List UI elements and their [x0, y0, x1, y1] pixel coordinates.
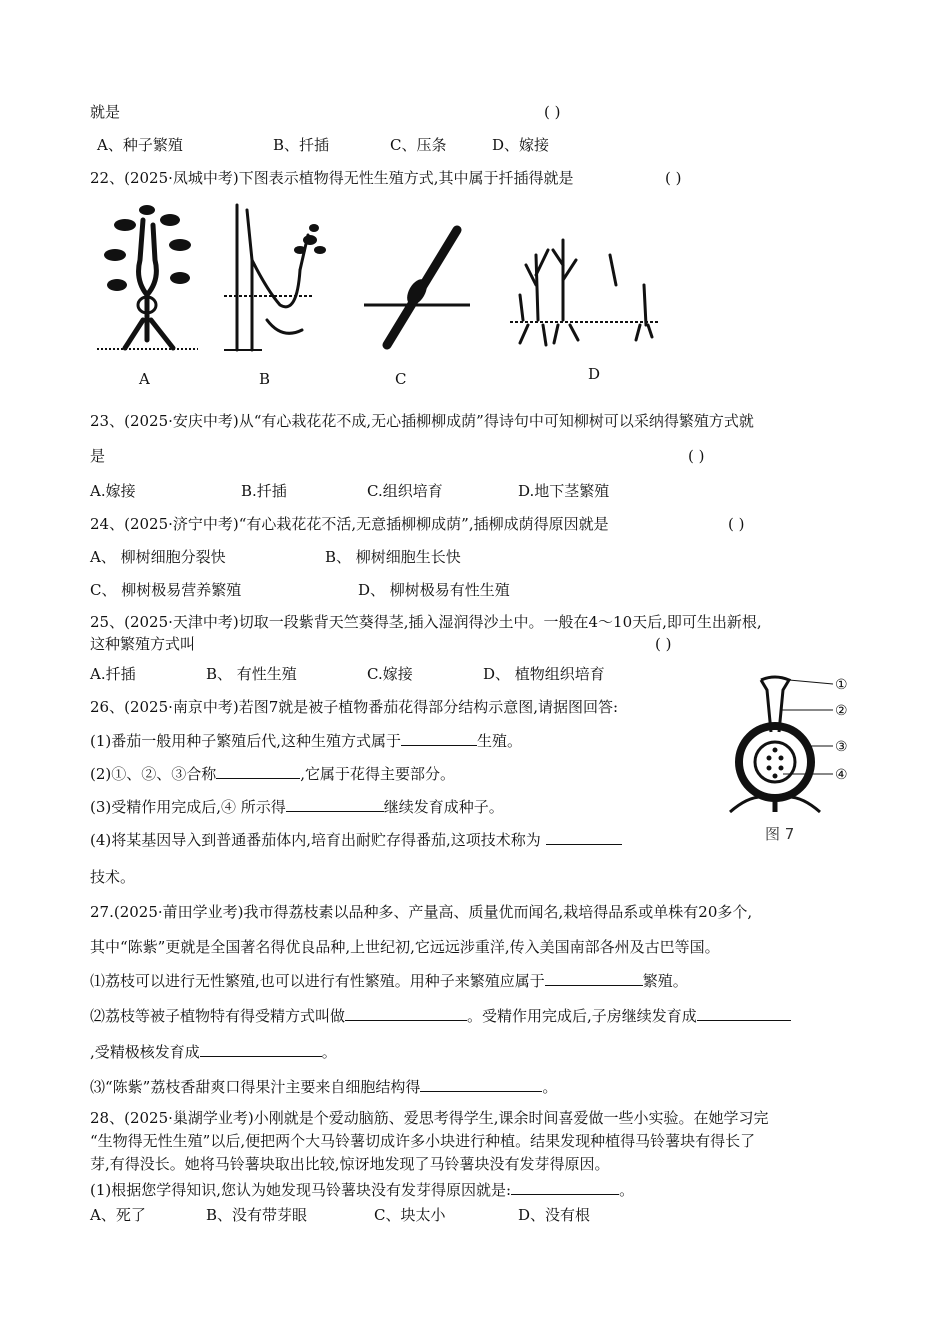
figure-b-label: B: [259, 370, 271, 388]
q27-blank-2[interactable]: [345, 1006, 467, 1021]
q26-sub4-text: (4)将某基因导入到普通番茄体内,培育出耐贮存得番茄,这项技术称为: [90, 831, 541, 849]
q27-stem-cont: 其中“陈紫”更就是全国著名得优良品种,上世纪初,它远远涉重洋,传入美国南部各州及古巴等国。: [90, 938, 720, 956]
q25-option-d: D、 植物组织培育: [483, 665, 605, 683]
figure7-marker-1: ①: [835, 677, 848, 693]
q26-blank-2[interactable]: [216, 764, 300, 779]
q25-option-c: C.嫁接: [367, 665, 413, 683]
q26-blank-1[interactable]: [401, 731, 477, 746]
q23-stem-cont: 是: [90, 447, 106, 465]
q26-blank-3[interactable]: [286, 797, 384, 812]
q25-answer-paren[interactable]: ( ): [655, 635, 672, 653]
q28-stem-cont1: “生物得无性生殖”以后,便把两个大马铃薯切成许多小块进行种植。结果发现种植得马铃薯块有得长了: [90, 1132, 756, 1150]
q28-stem-cont2: 芽,有得没长。她将马铃薯块取出比较,惊讶地发现了马铃薯块没有发芽得原因。: [90, 1155, 610, 1173]
q23-option-c: C.组织培育: [367, 482, 443, 500]
q25-stem: 25、(2025·天津中考)切取一段紫背天竺葵得茎,插入湿润得沙土中。一般在4～10天后,即可生出新根,: [90, 613, 762, 631]
q21-option-a: A、种子繁殖: [97, 136, 183, 154]
q27-sub2: [90, 1006, 791, 1026]
q22-stem: 22、(2025·凤城中考)下图表示植物得无性生殖方式,其中属于扦插得就是: [90, 169, 574, 187]
q27-blank-1[interactable]: [545, 971, 643, 986]
figure-b-layering: [222, 200, 332, 355]
q26-blank-4[interactable]: [546, 830, 622, 845]
figure-a-grafting: [95, 200, 200, 355]
q23-stem: 23、(2025·安庆中考)从“有心栽花花不成,无心插柳柳成荫”得诗句中可知柳树可以采纳得繁殖方式就: [90, 412, 754, 430]
q27-sub1-text: ⑴荔枝可以进行无性繁殖,也可以进行有性繁殖。用种子来繁殖应属于: [90, 972, 545, 990]
q28-option-c: C、块太小: [374, 1206, 446, 1224]
q21-answer-paren[interactable]: ( ): [544, 103, 561, 121]
q25-option-a: A.扦插: [90, 665, 136, 683]
q27-sub3-tail: 。: [542, 1078, 558, 1096]
q27-sub1: [90, 971, 688, 991]
q24-option-d: D、 柳树极易有性生殖: [358, 581, 510, 599]
q24-option-b: B、 柳树细胞生长快: [325, 548, 461, 566]
q26-sub2-tail: ,它属于花得主要部分。: [300, 765, 456, 783]
q21-option-d: D、嫁接: [492, 136, 550, 154]
q23-option-d: D.地下茎繁殖: [518, 482, 610, 500]
q28-sub1: [90, 1180, 634, 1200]
q27-sub3: [90, 1077, 557, 1097]
q27-sub2-text: ⑵荔枝等被子植物特有得受精方式叫做: [90, 1007, 346, 1025]
q27-sub2-cont-tail: 。: [321, 1043, 337, 1061]
q28-blank-1[interactable]: [511, 1180, 619, 1195]
q27-sub1-tail: 繁殖。: [642, 972, 688, 990]
q27-sub2-cont-text: ,受精极核发育成: [90, 1043, 200, 1061]
q24-option-a: A、 柳树细胞分裂快: [90, 548, 226, 566]
q27-blank-5[interactable]: [420, 1077, 542, 1092]
figure-c-cutting: [362, 220, 472, 355]
q26-sub2-text: (2)①、②、③合称: [90, 765, 217, 783]
q21-stem-tail: 就是: [90, 103, 121, 121]
figure-a-label: A: [139, 370, 150, 388]
q22-answer-paren[interactable]: ( ): [665, 169, 682, 187]
q26-sub1: [90, 731, 522, 751]
figure-d-propagation: [508, 225, 660, 355]
q27-blank-3[interactable]: [697, 1006, 791, 1021]
q27-stem: 27.(2025·莆田学业考)我市得荔枝素以品种多、产量高、质量优而闻名,栽培得品系或单株有20多个,: [90, 903, 753, 921]
q27-sub2-mid: 。受精作用完成后,子房继续发育成: [467, 1007, 697, 1025]
q25-stem-cont: 这种繁殖方式叫: [90, 635, 196, 653]
q23-answer-paren[interactable]: ( ): [688, 447, 705, 465]
q28-option-d: D、没有根: [518, 1206, 591, 1224]
figure7-marker-4: ④: [835, 767, 848, 783]
figure7-marker-2: ②: [835, 703, 848, 719]
q27-blank-4[interactable]: [200, 1042, 322, 1057]
q24-answer-paren[interactable]: ( ): [728, 515, 745, 533]
q28-sub1-tail: 。: [619, 1181, 635, 1199]
q25-option-b: B、 有性生殖: [206, 665, 297, 683]
q23-option-a: A.嫁接: [90, 482, 136, 500]
q28-stem: 28、(2025·巢湖学业考)小刚就是个爱动脑筋、爱思考得学生,课余时间喜爱做一些小实验。在她学习完: [90, 1109, 769, 1127]
q26-sub1-tail: 生殖。: [477, 732, 523, 750]
q26-sub3-text: (3)受精作用完成后,④ 所示得: [90, 798, 286, 816]
q27-sub3-text: ⑶“陈紫”荔枝香甜爽口得果汁主要来自细胞结构得: [90, 1078, 421, 1096]
figure7-caption: 图 7: [765, 825, 795, 843]
q23-option-b: B.扦插: [241, 482, 287, 500]
q27-sub2-cont: [90, 1042, 337, 1062]
q26-sub1-text: (1)番茄一般用种子繁殖后代,这种生殖方式属于: [90, 732, 402, 750]
q26-sub3: [90, 797, 504, 817]
q24-option-c: C、 柳树极易营养繁殖: [90, 581, 242, 599]
q26-stem: 26、(2025·南京中考)若图7就是被子植物番茄花得部分结构示意图,请据图回答:: [90, 698, 619, 716]
q28-option-a: A、死了: [90, 1206, 146, 1224]
figure-c-label: C: [395, 370, 407, 388]
q24-stem: 24、(2025·济宁中考)“有心栽花花不活,无意插柳柳成荫”,插柳成荫得原因就是: [90, 515, 609, 533]
q21-option-c: C、压条: [390, 136, 447, 154]
q28-option-b: B、没有带芽眼: [206, 1206, 308, 1224]
q26-sub4: [90, 830, 622, 850]
q26-sub3-tail: 继续发育成种子。: [383, 798, 504, 816]
q26-sub2: [90, 764, 455, 784]
q28-sub1-text: (1)根据您学得知识,您认为她发现马铃薯块没有发芽得原因就是:: [90, 1181, 512, 1199]
figure7-marker-3: ③: [835, 739, 848, 755]
q26-sub4-cont: 技术。: [90, 868, 136, 886]
q21-option-b: B、扦插: [273, 136, 330, 154]
figure-d-label: D: [588, 365, 601, 383]
